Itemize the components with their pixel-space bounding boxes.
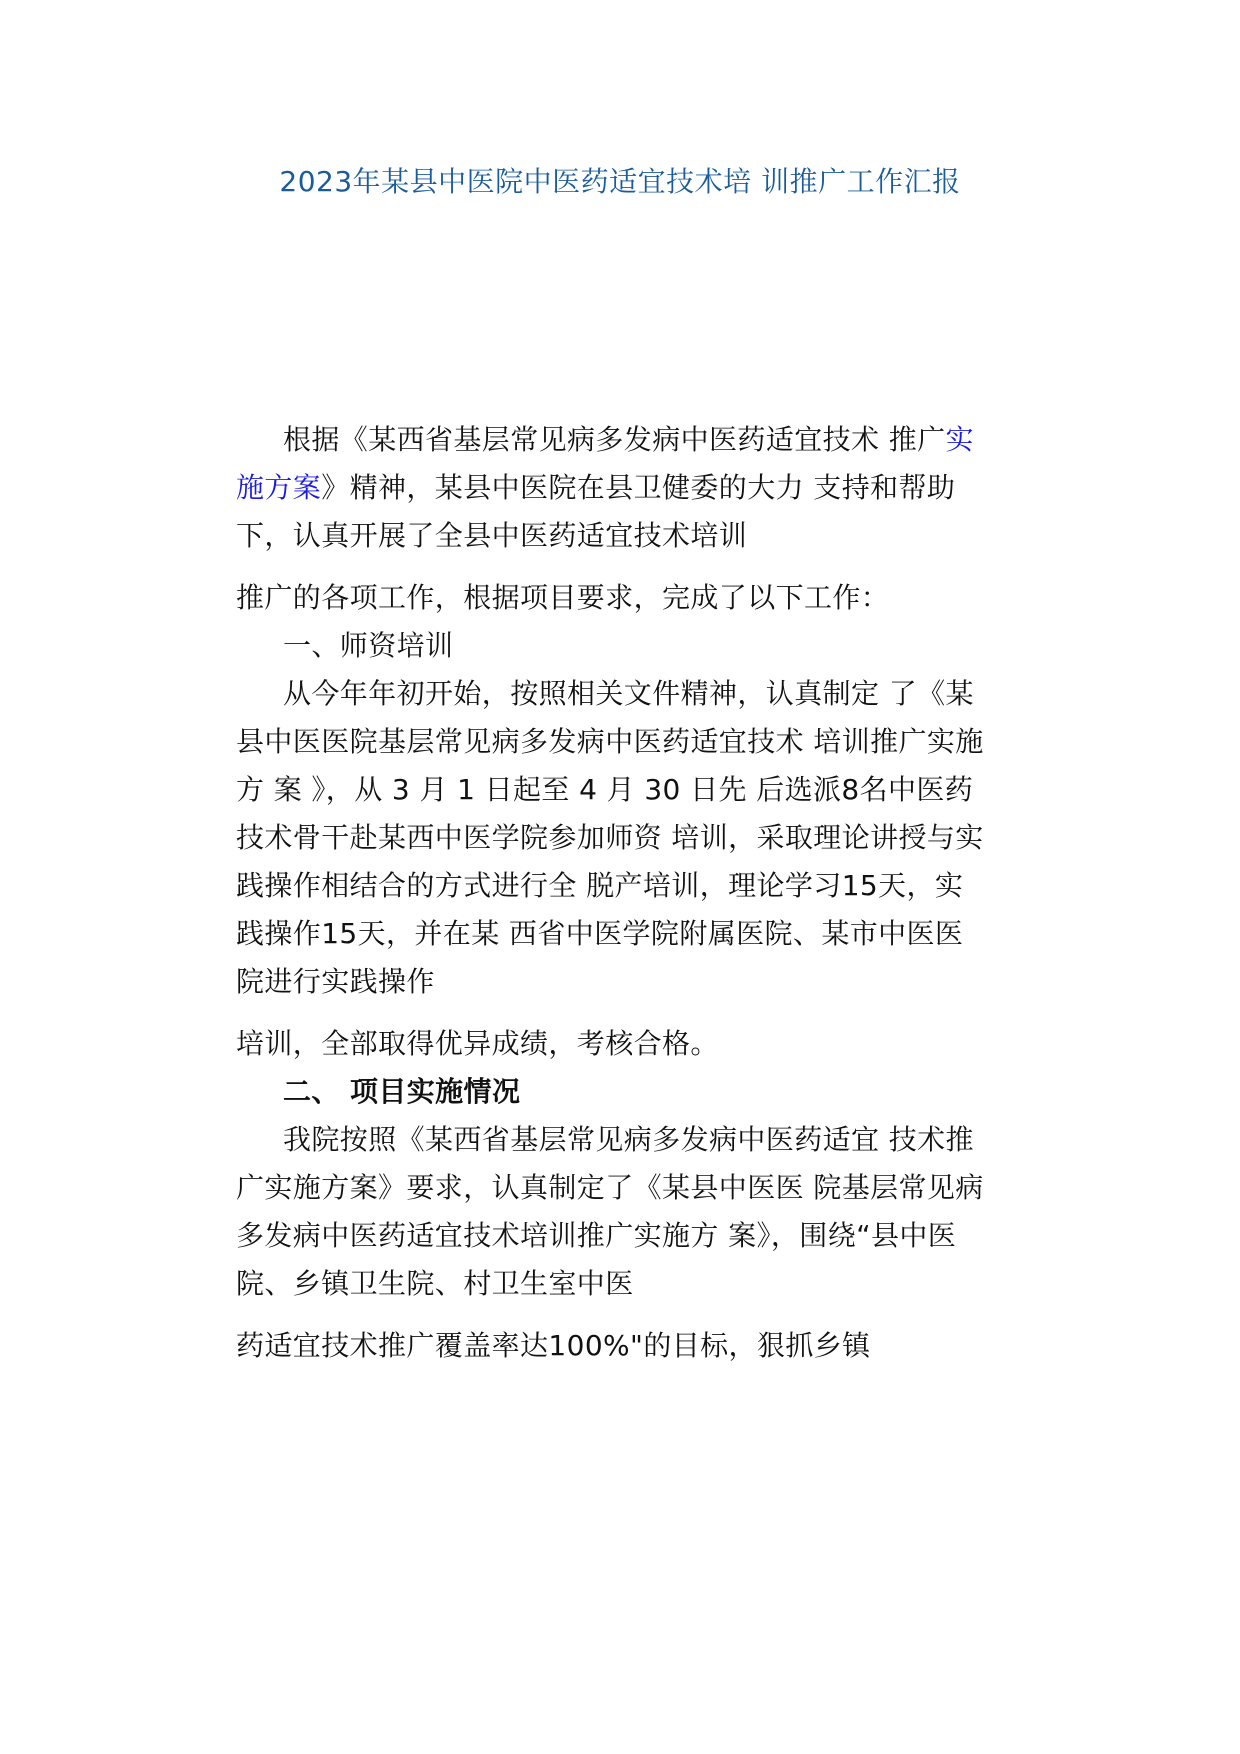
- body-line: 技术骨干赴某西中医学院参加师资 培训，采取理论讲授与实: [236, 821, 984, 854]
- body-line: 践操作相结合的方式进行全 脱产培训，理论学习15天，实: [236, 869, 964, 902]
- body-line: 药适宜技术推广覆盖率达100%"的目标，狠抓乡镇: [236, 1329, 871, 1362]
- body-line: 我院按照《某西省基层常见病多发病中医药适宜 技术推: [283, 1123, 974, 1156]
- body-text: 》精神，某县中医院在县卫健委的大力 支持和帮助: [321, 471, 956, 504]
- body-line: 方 案 》，从 3 月 1 日起至 4 月 30 日先 后选派8名中医药: [236, 773, 974, 806]
- body-line: 院、乡镇卫生院、村卫生室中医: [236, 1267, 634, 1300]
- highlighted-text: 施方案: [236, 471, 322, 504]
- body-line: 多发病中医药适宜技术培训推广实施方 案》，围绕“县中医: [236, 1219, 957, 1252]
- body-line: [236, 470, 955, 506]
- body-line: 推广的各项工作，根据项目要求，完成了以下工作：: [236, 581, 890, 614]
- body-line: 广实施方案》要求，认真制定了《某县中医医 院基层常见病: [236, 1171, 984, 1204]
- body-line: 从今年年初开始，按照相关文件精神，认真制定 了《某: [283, 677, 974, 710]
- document-title: 2023年某县中医院中医药适宜技术培 训推广工作汇报: [279, 165, 961, 198]
- body-line: 培训，全部取得优异成绩，考核合格。: [236, 1027, 719, 1060]
- section-heading: 二、 项目实施情况: [283, 1075, 521, 1108]
- body-line: 下，认真开展了全县中医药适宜技术培训: [236, 519, 748, 552]
- body-line: 践操作15天，并在某 西省中医学院附属医院、某市中医医: [236, 917, 964, 950]
- body-line: [283, 422, 974, 458]
- highlighted-text: 实: [945, 423, 974, 456]
- body-text: 根据《某西省基层常见病多发病中医药适宜技术 推广: [283, 423, 946, 456]
- section-heading: 一、师资培训: [283, 629, 454, 662]
- body-line: 县中医医院基层常见病多发病中医药适宜技术 培训推广实施: [236, 725, 984, 758]
- body-line: 院进行实践操作: [236, 965, 435, 998]
